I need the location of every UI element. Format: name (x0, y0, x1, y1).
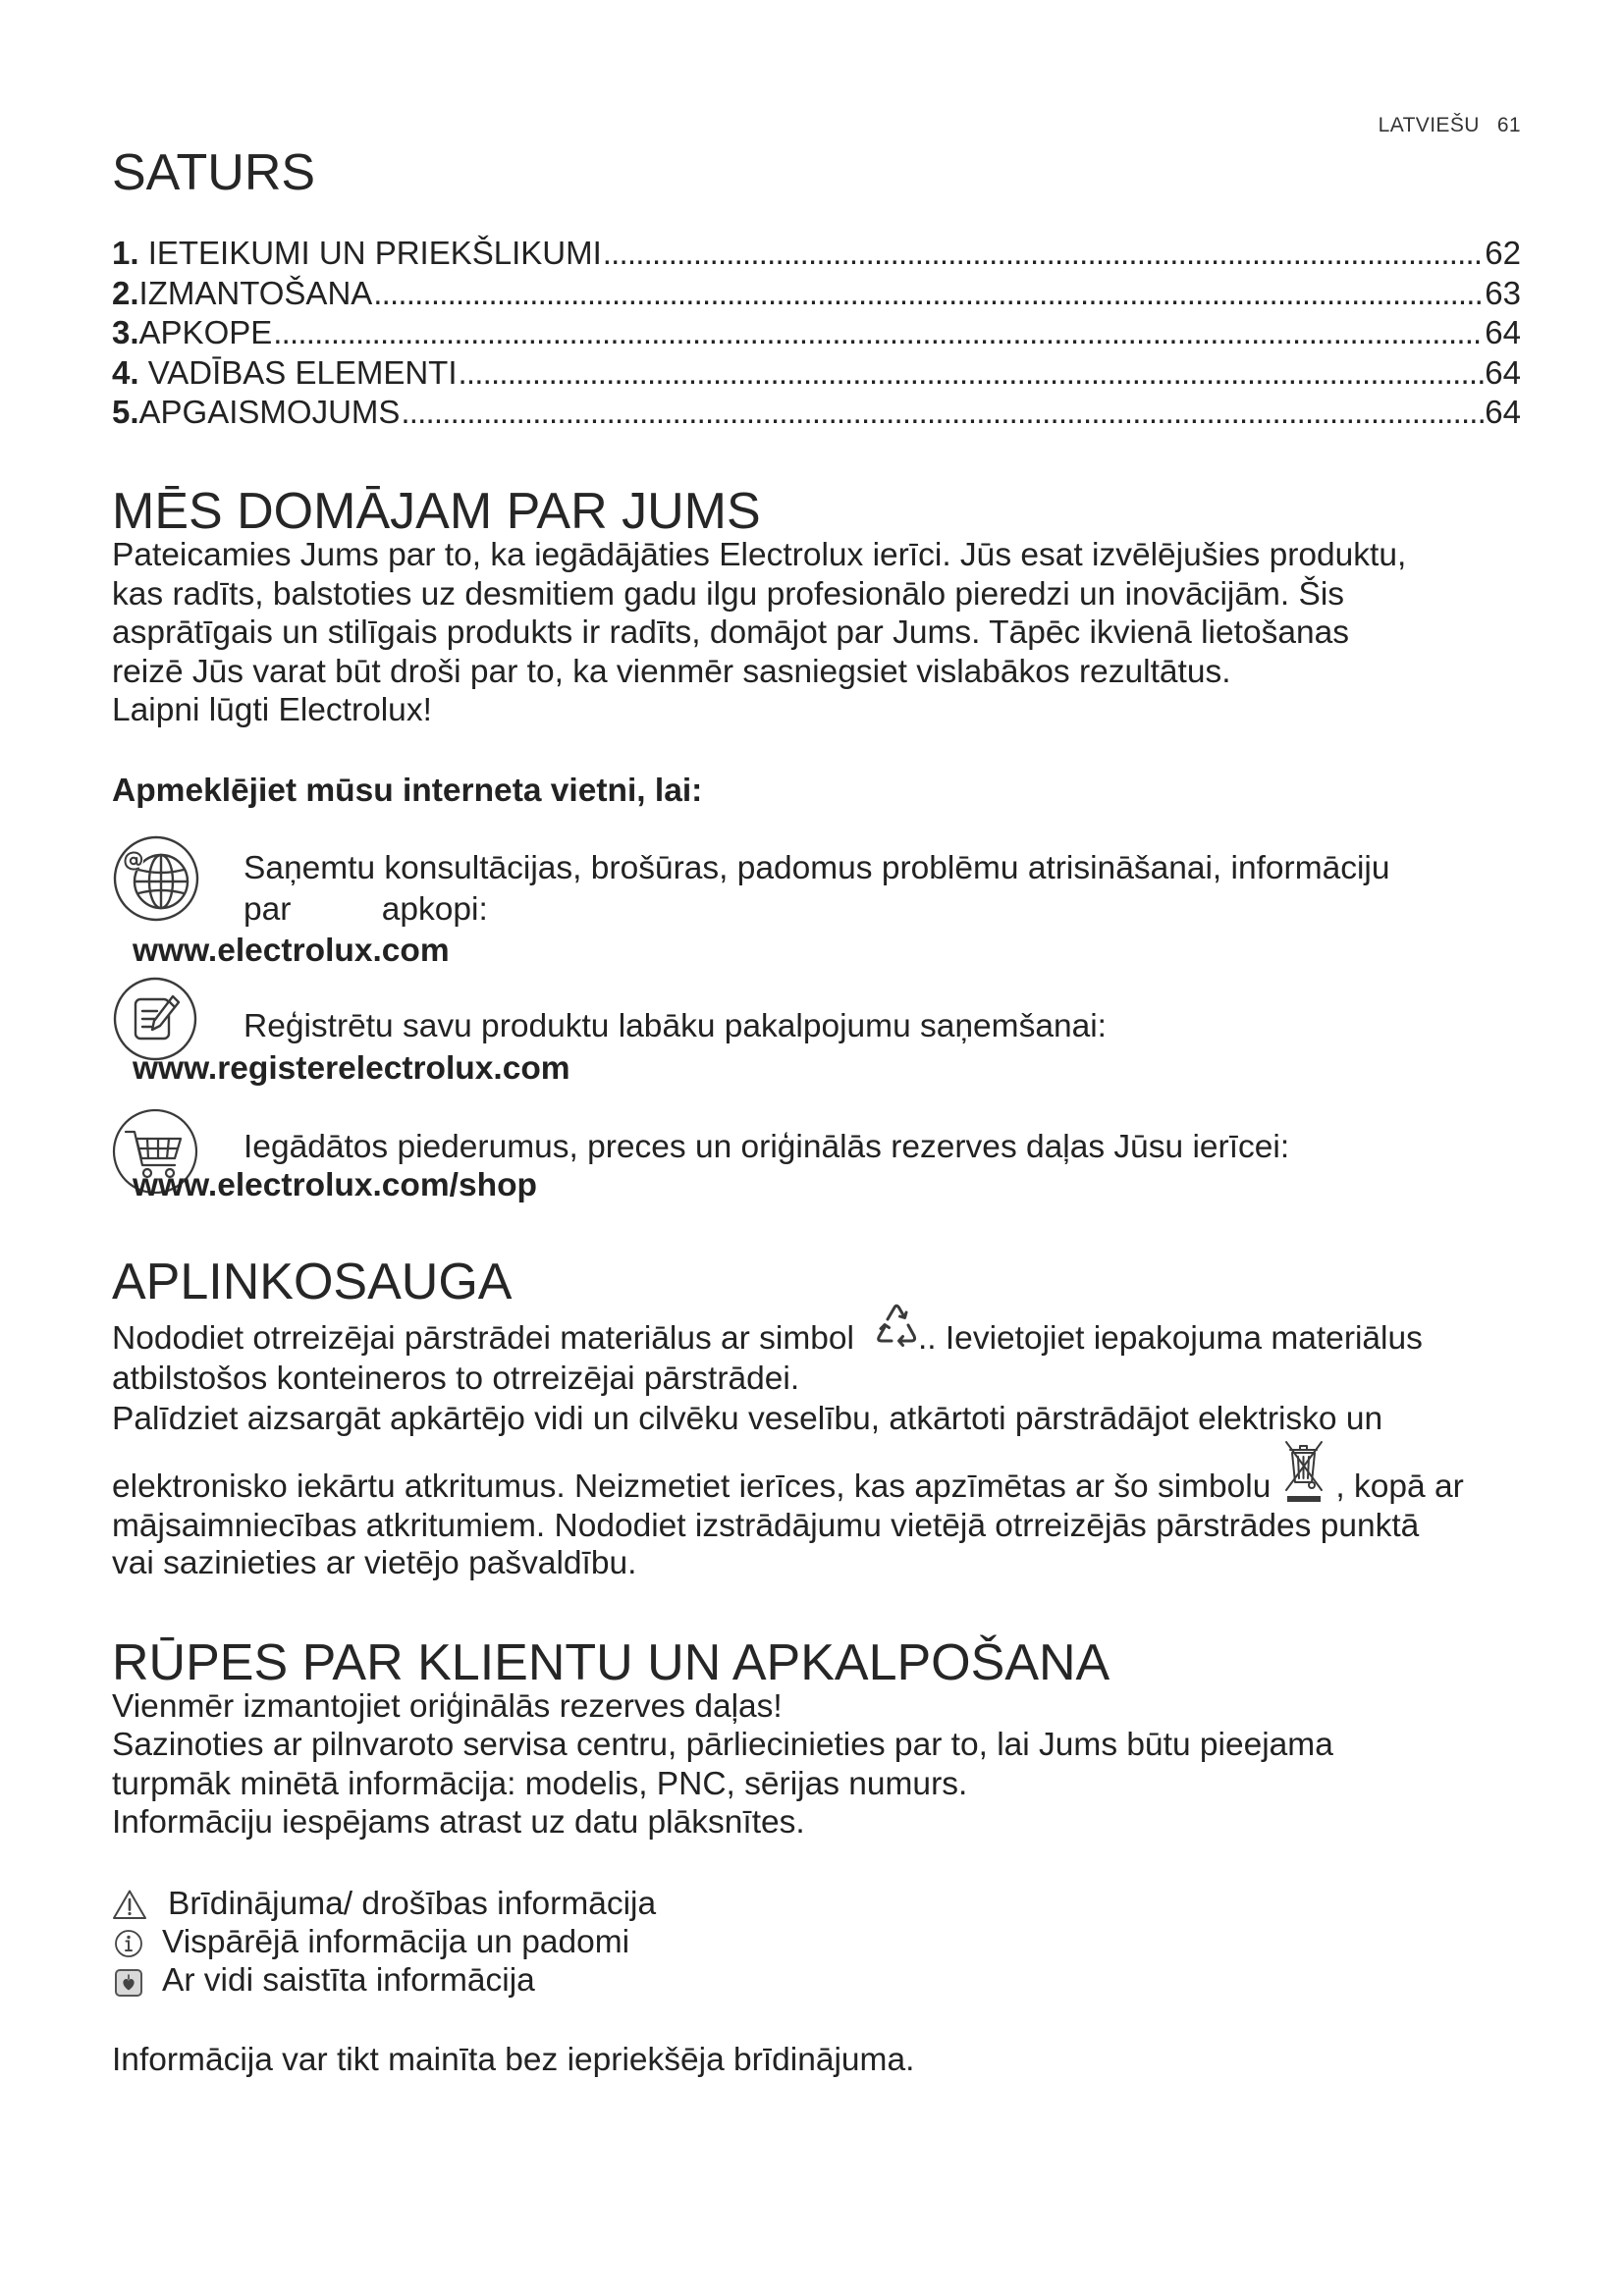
intro-title: MĒS DOMĀJAM PAR JUMS (112, 483, 761, 540)
toc-number: 3. (112, 314, 139, 350)
intro-paragraph (112, 536, 1406, 730)
toc-number: 1. (112, 235, 139, 271)
toc-entry (112, 274, 1521, 314)
toc-number: 2. (112, 274, 139, 311)
contents-title: SATURS (112, 144, 316, 201)
environment-text: , kopā ar (1335, 1468, 1464, 1505)
info-icon (114, 1929, 143, 1958)
environment-line: Palīdziet aizsargāt apkārtējo vidi un cilvēku veselību, atkārtoti pārstrādājot elektrisko un (112, 1401, 1383, 1437)
environment-line: mājsaimniecības atkritumiem. Nododiet izstrādājumu vietējā otrreizējās pārstrādes punktā (112, 1508, 1420, 1544)
environment-line (112, 1468, 1464, 1507)
header-language: LATVIEŠU (1378, 114, 1480, 136)
intro-line: asprātīgais un stilīgais produkts ir radīts, domājot par Jums. Tāpēc ikvienā lietošanas (112, 614, 1349, 652)
footer-note: Informācija var tikt mainīta bez iepriekšēja brīdinājuma. (112, 2042, 915, 2078)
warning-icon (112, 1889, 147, 1920)
toc-page: 64 (1485, 314, 1521, 350)
website-heading: Apmeklējiet mūsu interneta vietni, lai: (112, 773, 703, 809)
toc-dot-leader (372, 274, 1484, 314)
environment-text: elektronisko iekārtu atkritumus. Neizmetiet ierīces, kas apzīmētas ar šo simbolu (112, 1468, 1272, 1505)
environment-text: .. Ievietojiet iepakojuma materiālus (917, 1320, 1423, 1357)
crossed-out-bin-icon (1281, 1435, 1326, 1504)
toc-entry (112, 393, 1521, 433)
service-paragraph (112, 1687, 1333, 1842)
toc-dot-leader (400, 393, 1484, 433)
intro-line: Pateicamies Jums par to, ka iegādājāties Electrolux ierīci. Jūs esat izvēlējušies produktu, (112, 537, 1407, 573)
toc-label: APGAISMOJUMS (138, 394, 401, 430)
environment-text: Nododiet otrreizējai pārstrādei materiālus ar simbol (112, 1320, 854, 1357)
toc-entry (112, 313, 1521, 353)
globe-icon (112, 834, 200, 923)
toc-label: IZMANTOŠANA (138, 274, 373, 311)
table-of-contents (112, 234, 1521, 433)
environment-line: atbilstošos konteineros to otrreizējai pārstrādei. (112, 1361, 800, 1397)
weee-symbol-slot (1271, 1468, 1335, 1507)
legend-label: Vispārējā informācija un padomi (162, 1924, 630, 1960)
service-line: Vienmēr izmantojiet oriģinālās rezerves daļas! (112, 1688, 783, 1725)
service-line: turpmāk minētā informācija: modelis, PNC, sērijas numurs. (112, 1765, 968, 1802)
intro-line: kas radīts, balstoties uz desmitiem gadu ilgu profesionālo pieredzi un inovācijām. Šis (112, 575, 1345, 613)
running-header (1379, 114, 1521, 137)
toc-label: VADĪBAS ELEMENTI (138, 353, 458, 391)
environment-icon (115, 1969, 142, 1997)
toc-number: 4. (112, 353, 139, 391)
toc-dot-leader (458, 353, 1485, 394)
header-page-number: 61 (1496, 114, 1521, 136)
toc-page: 62 (1485, 235, 1521, 271)
recycle-icon (872, 1299, 921, 1350)
toc-number: 5. (112, 394, 139, 430)
service-title: RŪPES PAR KLIENTU UN APKALPOŠANA (112, 1634, 1110, 1691)
toc-page: 63 (1485, 274, 1521, 311)
website-url: www.electrolux.com/shop (133, 1167, 538, 1203)
intro-line: reizē Jūs varat būt droši par to, ka vienmēr sasniegsiet vislabākos rezultātus. (112, 653, 1231, 690)
recycle-symbol-slot (854, 1319, 918, 1359)
toc-label: IETEIKUMI UN PRIEKŠLIKUMI (138, 235, 602, 271)
toc-label: APKOPE (138, 314, 273, 350)
environment-title: APLINKOSAUGA (112, 1254, 513, 1310)
toc-page: 64 (1485, 394, 1521, 430)
website-benefit-text: par apkopi: (244, 891, 488, 928)
website-url: www.registerelectrolux.com (133, 1050, 570, 1087)
toc-page: 64 (1485, 353, 1521, 391)
website-url: www.electrolux.com (133, 933, 450, 969)
toc-dot-leader (602, 234, 1485, 274)
environment-line: vai sazinieties ar vietējo pašvaldību. (112, 1545, 637, 1581)
legend-label: Ar vidi saistīta informācija (162, 1962, 535, 1999)
website-benefit-text: Reģistrētu savu produktu labāku pakalpojumu saņemšanai: (244, 1008, 1107, 1044)
intro-line: Laipni lūgti Electrolux! (112, 692, 432, 729)
website-benefit-text: Iegādātos piederumus, preces un oriģinālās rezerves daļas Jūsu ierīcei: (244, 1129, 1290, 1165)
service-line: Sazinoties ar pilnvaroto servisa centru, pārliecinieties par to, lai Jums būtu pieejama (112, 1727, 1333, 1764)
environment-line (112, 1319, 1423, 1359)
toc-entry (112, 234, 1521, 274)
toc-dot-leader (272, 313, 1484, 353)
toc-entry (112, 353, 1521, 394)
service-line: Informāciju iespējams atrast uz datu plāksnītes. (112, 1804, 805, 1842)
website-benefit-text: Saņemtu konsultācijas, brošūras, padomus problēmu atrisināšanai, informāciju (244, 850, 1390, 886)
legend-label: Brīdinājuma/ drošības informācija (168, 1886, 657, 1922)
